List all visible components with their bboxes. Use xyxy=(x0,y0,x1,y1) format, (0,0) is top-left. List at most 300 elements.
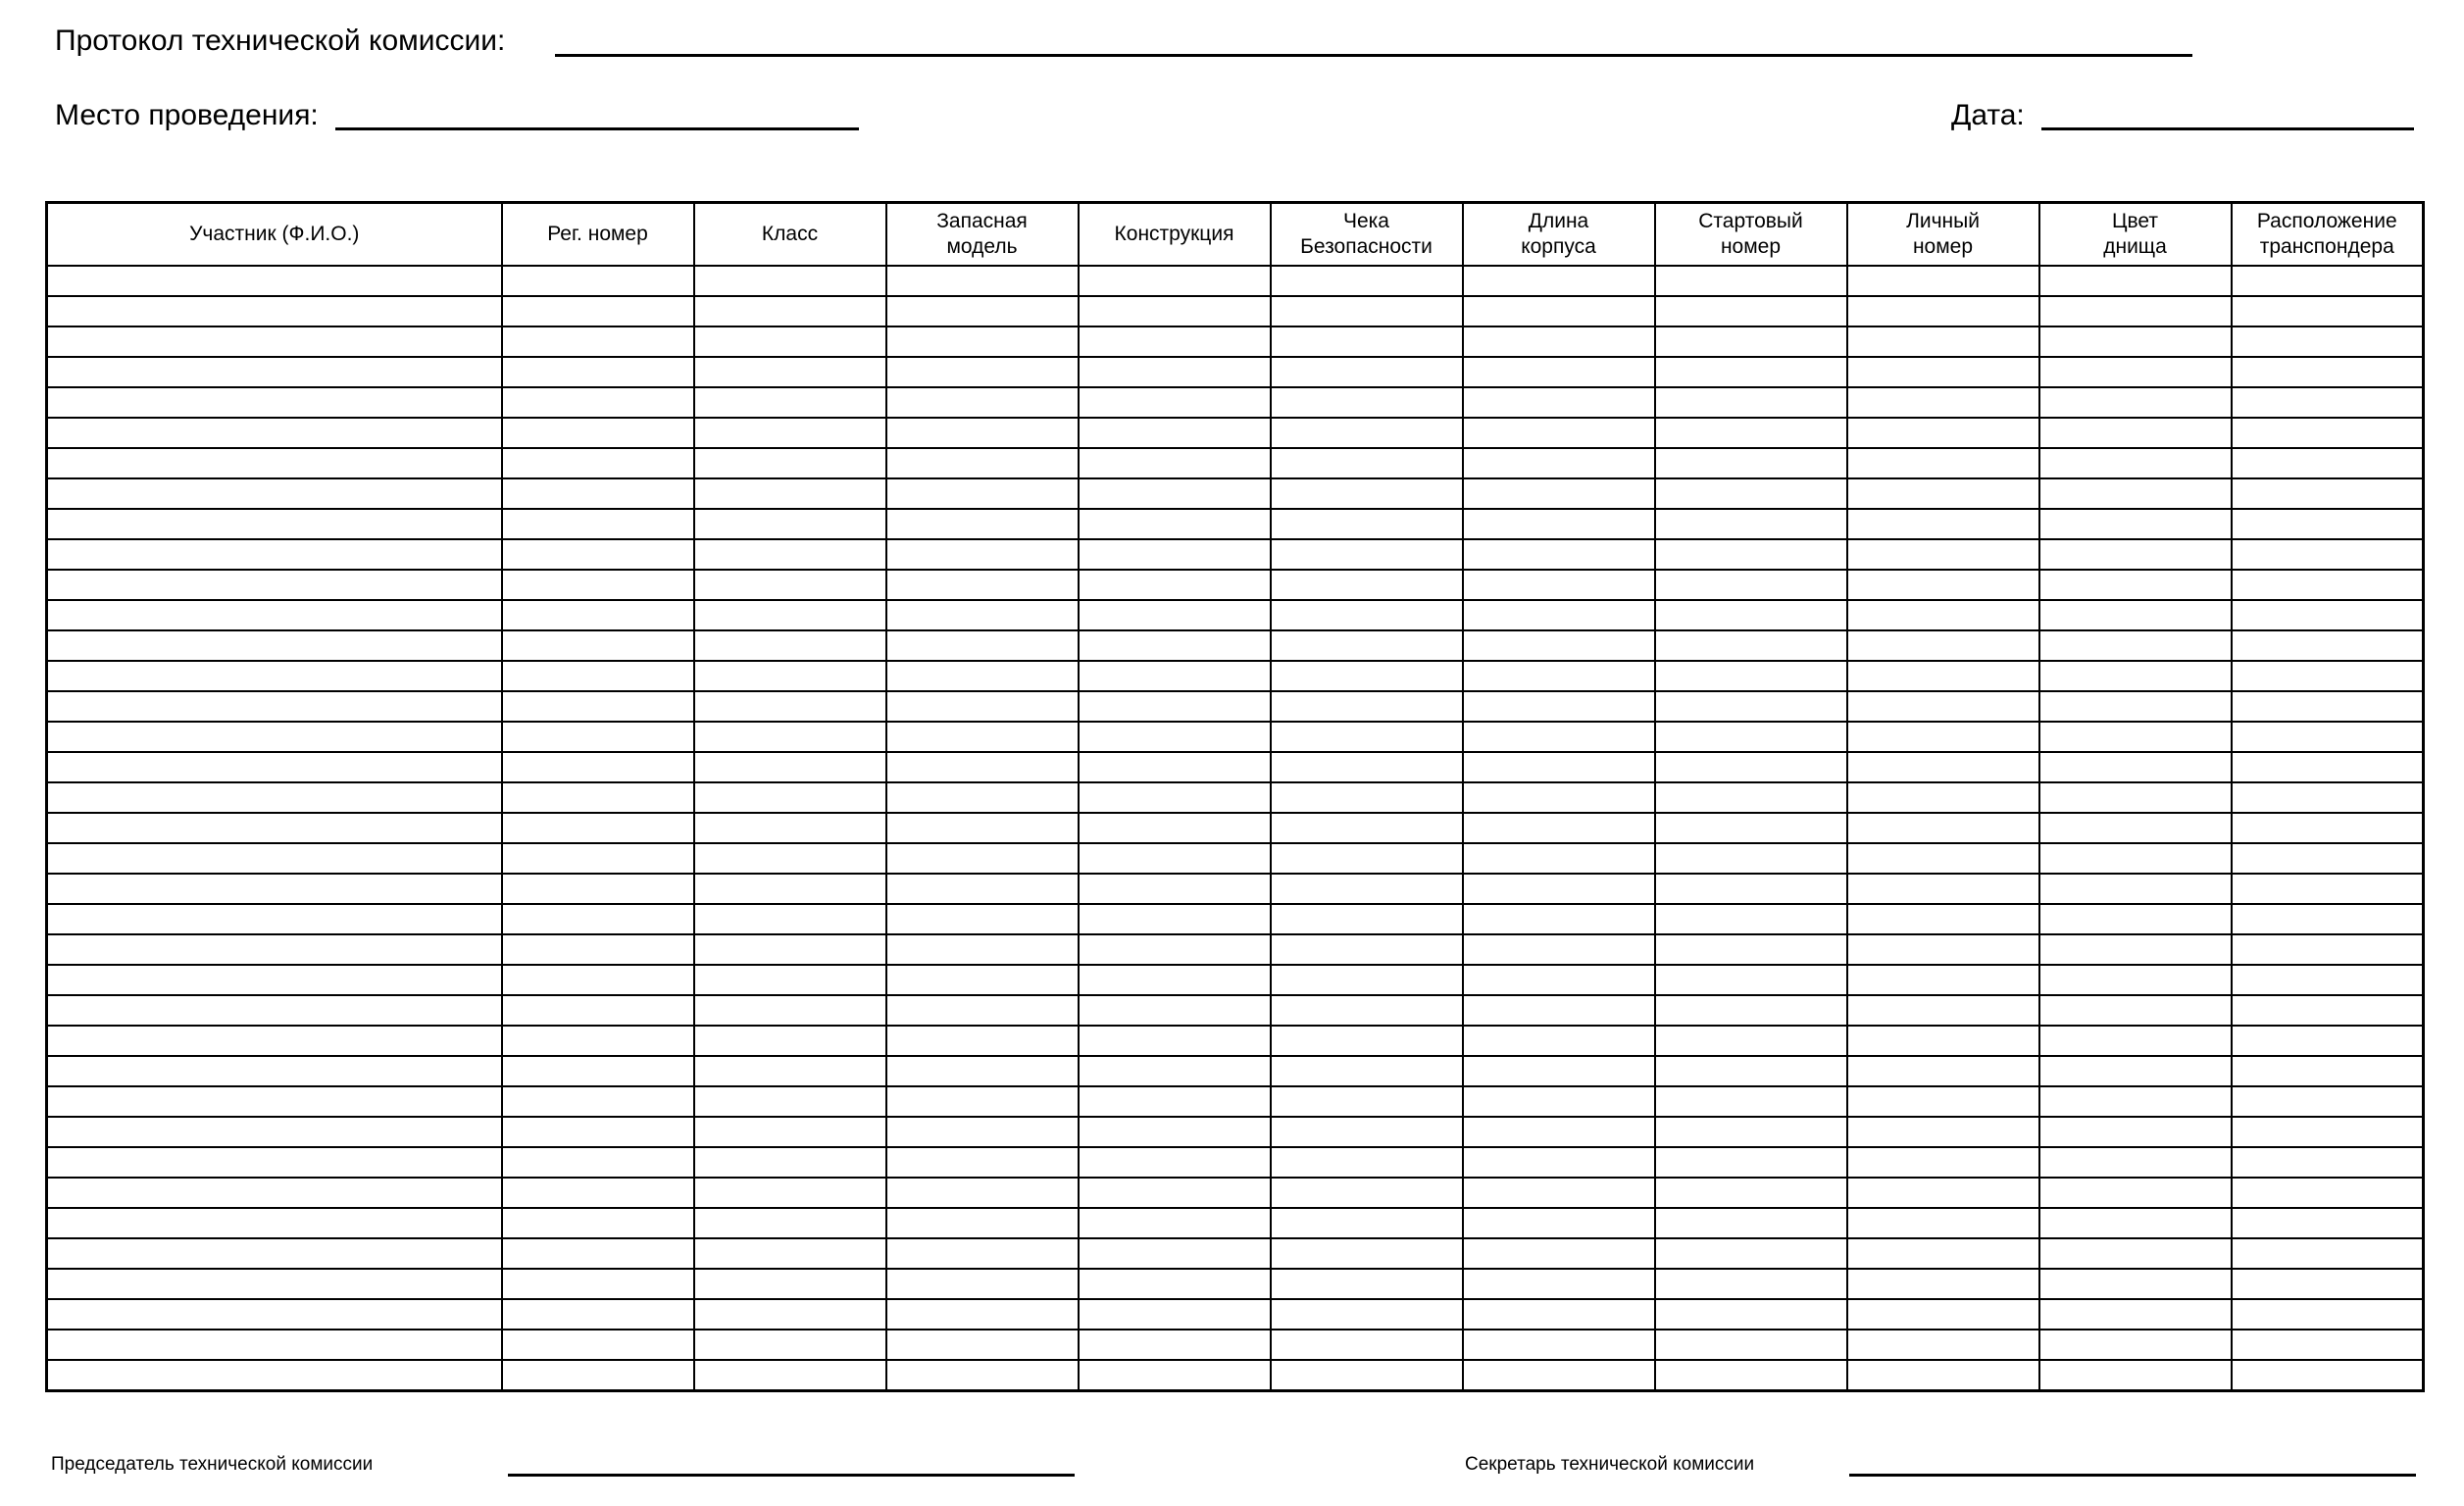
table-cell[interactable] xyxy=(502,266,694,296)
table-cell[interactable] xyxy=(1271,752,1463,782)
table-cell[interactable] xyxy=(694,995,886,1026)
table-cell[interactable] xyxy=(1271,539,1463,570)
table-cell[interactable] xyxy=(1847,995,2039,1026)
table-cell[interactable] xyxy=(1847,691,2039,722)
table-cell[interactable] xyxy=(502,661,694,691)
table-cell[interactable] xyxy=(694,1178,886,1208)
table-cell[interactable] xyxy=(502,995,694,1026)
table-cell[interactable] xyxy=(2232,691,2424,722)
table-cell[interactable] xyxy=(1079,1360,1271,1391)
table-cell[interactable] xyxy=(1079,509,1271,539)
table-cell[interactable] xyxy=(2039,1117,2232,1147)
table-cell[interactable] xyxy=(2039,1147,2232,1178)
table-cell[interactable] xyxy=(694,387,886,418)
table-cell[interactable] xyxy=(1271,1147,1463,1178)
table-cell[interactable] xyxy=(502,1147,694,1178)
table-cell[interactable] xyxy=(694,874,886,904)
table-cell[interactable] xyxy=(694,904,886,934)
table-cell[interactable] xyxy=(1079,326,1271,357)
table-cell[interactable] xyxy=(694,722,886,752)
table-cell[interactable] xyxy=(1847,843,2039,874)
table-cell[interactable] xyxy=(1655,418,1847,448)
table-cell[interactable] xyxy=(1271,1299,1463,1330)
table-cell[interactable] xyxy=(1847,326,2039,357)
table-cell[interactable] xyxy=(886,934,1079,965)
table-cell[interactable] xyxy=(1847,874,2039,904)
table-cell[interactable] xyxy=(2232,1330,2424,1360)
table-cell[interactable] xyxy=(1463,1147,1655,1178)
table-cell[interactable] xyxy=(1847,296,2039,326)
table-cell[interactable] xyxy=(1463,1056,1655,1086)
table-cell[interactable] xyxy=(502,965,694,995)
table-cell[interactable] xyxy=(47,357,502,387)
table-cell[interactable] xyxy=(886,1330,1079,1360)
table-cell[interactable] xyxy=(1271,1117,1463,1147)
table-cell[interactable] xyxy=(2039,478,2232,509)
table-cell[interactable] xyxy=(2232,478,2424,509)
table-cell[interactable] xyxy=(1271,1360,1463,1391)
table-cell[interactable] xyxy=(1463,1208,1655,1238)
table-cell[interactable] xyxy=(502,448,694,478)
table-cell[interactable] xyxy=(1847,1330,2039,1360)
table-cell[interactable] xyxy=(1463,539,1655,570)
table-cell[interactable] xyxy=(1271,1238,1463,1269)
table-cell[interactable] xyxy=(1271,813,1463,843)
table-cell[interactable] xyxy=(1847,752,2039,782)
table-cell[interactable] xyxy=(1847,1056,2039,1086)
table-cell[interactable] xyxy=(1463,418,1655,448)
table-cell[interactable] xyxy=(47,722,502,752)
table-cell[interactable] xyxy=(2232,661,2424,691)
table-cell[interactable] xyxy=(47,509,502,539)
table-cell[interactable] xyxy=(1463,326,1655,357)
table-cell[interactable] xyxy=(1655,1147,1847,1178)
table-cell[interactable] xyxy=(1847,1238,2039,1269)
table-cell[interactable] xyxy=(2039,874,2232,904)
table-cell[interactable] xyxy=(502,813,694,843)
table-cell[interactable] xyxy=(886,843,1079,874)
table-cell[interactable] xyxy=(502,691,694,722)
table-cell[interactable] xyxy=(694,1330,886,1360)
table-cell[interactable] xyxy=(2232,1026,2424,1056)
table-cell[interactable] xyxy=(1655,1238,1847,1269)
table-cell[interactable] xyxy=(1847,630,2039,661)
table-cell[interactable] xyxy=(2232,813,2424,843)
table-cell[interactable] xyxy=(1847,266,2039,296)
table-cell[interactable] xyxy=(1463,570,1655,600)
table-cell[interactable] xyxy=(47,1147,502,1178)
table-cell[interactable] xyxy=(1079,965,1271,995)
table-cell[interactable] xyxy=(1079,813,1271,843)
table-cell[interactable] xyxy=(502,570,694,600)
table-cell[interactable] xyxy=(1079,630,1271,661)
table-cell[interactable] xyxy=(2232,448,2424,478)
table-cell[interactable] xyxy=(1079,1269,1271,1299)
table-cell[interactable] xyxy=(886,874,1079,904)
table-cell[interactable] xyxy=(1271,1330,1463,1360)
table-cell[interactable] xyxy=(1847,904,2039,934)
table-cell[interactable] xyxy=(47,1299,502,1330)
table-cell[interactable] xyxy=(2039,1086,2232,1117)
table-cell[interactable] xyxy=(2039,904,2232,934)
table-cell[interactable] xyxy=(1655,1056,1847,1086)
table-cell[interactable] xyxy=(2232,1269,2424,1299)
table-cell[interactable] xyxy=(886,1026,1079,1056)
table-cell[interactable] xyxy=(1847,782,2039,813)
table-cell[interactable] xyxy=(694,934,886,965)
table-cell[interactable] xyxy=(694,1026,886,1056)
table-cell[interactable] xyxy=(2232,1117,2424,1147)
table-cell[interactable] xyxy=(886,478,1079,509)
table-cell[interactable] xyxy=(47,752,502,782)
table-cell[interactable] xyxy=(2232,995,2424,1026)
table-cell[interactable] xyxy=(1655,661,1847,691)
table-cell[interactable] xyxy=(1463,965,1655,995)
table-cell[interactable] xyxy=(1847,1360,2039,1391)
table-cell[interactable] xyxy=(1079,387,1271,418)
table-cell[interactable] xyxy=(886,1208,1079,1238)
table-cell[interactable] xyxy=(1463,630,1655,661)
table-cell[interactable] xyxy=(1655,630,1847,661)
table-cell[interactable] xyxy=(2039,600,2232,630)
table-cell[interactable] xyxy=(694,570,886,600)
table-cell[interactable] xyxy=(1463,904,1655,934)
table-cell[interactable] xyxy=(1271,1056,1463,1086)
table-cell[interactable] xyxy=(694,1086,886,1117)
table-cell[interactable] xyxy=(1655,1269,1847,1299)
table-cell[interactable] xyxy=(2039,1360,2232,1391)
table-cell[interactable] xyxy=(694,296,886,326)
table-cell[interactable] xyxy=(1271,326,1463,357)
table-cell[interactable] xyxy=(1079,1026,1271,1056)
table-cell[interactable] xyxy=(694,448,886,478)
table-cell[interactable] xyxy=(1655,448,1847,478)
table-cell[interactable] xyxy=(2232,934,2424,965)
table-cell[interactable] xyxy=(502,387,694,418)
table-cell[interactable] xyxy=(1655,934,1847,965)
table-cell[interactable] xyxy=(1079,782,1271,813)
table-cell[interactable] xyxy=(1079,934,1271,965)
table-cell[interactable] xyxy=(502,600,694,630)
table-cell[interactable] xyxy=(694,357,886,387)
table-cell[interactable] xyxy=(2232,296,2424,326)
date-fill-line[interactable] xyxy=(2041,127,2414,130)
table-cell[interactable] xyxy=(886,1086,1079,1117)
table-cell[interactable] xyxy=(886,448,1079,478)
table-cell[interactable] xyxy=(2232,1360,2424,1391)
table-cell[interactable] xyxy=(694,509,886,539)
table-cell[interactable] xyxy=(2232,1147,2424,1178)
table-cell[interactable] xyxy=(1847,1117,2039,1147)
table-cell[interactable] xyxy=(1655,296,1847,326)
table-cell[interactable] xyxy=(1463,509,1655,539)
table-cell[interactable] xyxy=(502,1178,694,1208)
table-cell[interactable] xyxy=(2039,782,2232,813)
table-cell[interactable] xyxy=(1079,570,1271,600)
table-cell[interactable] xyxy=(1079,1299,1271,1330)
table-cell[interactable] xyxy=(2039,266,2232,296)
table-cell[interactable] xyxy=(2039,326,2232,357)
table-cell[interactable] xyxy=(1079,874,1271,904)
table-cell[interactable] xyxy=(886,1238,1079,1269)
table-cell[interactable] xyxy=(502,1238,694,1269)
table-cell[interactable] xyxy=(47,448,502,478)
protocol-fill-line[interactable] xyxy=(555,54,2192,57)
table-cell[interactable] xyxy=(1655,904,1847,934)
table-cell[interactable] xyxy=(1463,266,1655,296)
table-cell[interactable] xyxy=(2232,1178,2424,1208)
table-cell[interactable] xyxy=(2232,539,2424,570)
table-cell[interactable] xyxy=(1463,357,1655,387)
table-cell[interactable] xyxy=(1271,478,1463,509)
table-cell[interactable] xyxy=(1271,904,1463,934)
table-cell[interactable] xyxy=(1079,691,1271,722)
table-cell[interactable] xyxy=(2232,1056,2424,1086)
table-cell[interactable] xyxy=(1463,661,1655,691)
table-cell[interactable] xyxy=(886,539,1079,570)
table-cell[interactable] xyxy=(1271,357,1463,387)
table-cell[interactable] xyxy=(47,874,502,904)
table-cell[interactable] xyxy=(1847,357,2039,387)
table-cell[interactable] xyxy=(1655,326,1847,357)
table-cell[interactable] xyxy=(886,1178,1079,1208)
table-cell[interactable] xyxy=(1655,965,1847,995)
table-cell[interactable] xyxy=(502,1330,694,1360)
table-cell[interactable] xyxy=(2232,357,2424,387)
table-cell[interactable] xyxy=(47,539,502,570)
table-cell[interactable] xyxy=(1079,1208,1271,1238)
table-cell[interactable] xyxy=(502,722,694,752)
table-cell[interactable] xyxy=(47,266,502,296)
table-cell[interactable] xyxy=(1271,418,1463,448)
table-cell[interactable] xyxy=(1463,1330,1655,1360)
table-cell[interactable] xyxy=(2039,418,2232,448)
table-cell[interactable] xyxy=(1271,1026,1463,1056)
table-cell[interactable] xyxy=(2232,570,2424,600)
table-cell[interactable] xyxy=(1463,1178,1655,1208)
table-cell[interactable] xyxy=(1271,1269,1463,1299)
secretary-signature-line[interactable] xyxy=(1849,1474,2416,1477)
table-cell[interactable] xyxy=(2232,326,2424,357)
table-cell[interactable] xyxy=(502,782,694,813)
table-cell[interactable] xyxy=(694,1299,886,1330)
table-cell[interactable] xyxy=(1079,539,1271,570)
table-cell[interactable] xyxy=(2039,448,2232,478)
table-cell[interactable] xyxy=(502,1208,694,1238)
table-cell[interactable] xyxy=(1847,448,2039,478)
table-cell[interactable] xyxy=(886,722,1079,752)
table-cell[interactable] xyxy=(1463,1299,1655,1330)
table-cell[interactable] xyxy=(2232,843,2424,874)
table-cell[interactable] xyxy=(1079,661,1271,691)
table-cell[interactable] xyxy=(1847,965,2039,995)
table-cell[interactable] xyxy=(886,1117,1079,1147)
table-cell[interactable] xyxy=(1847,722,2039,752)
table-cell[interactable] xyxy=(1271,691,1463,722)
table-cell[interactable] xyxy=(502,1086,694,1117)
table-cell[interactable] xyxy=(1463,813,1655,843)
table-cell[interactable] xyxy=(1655,478,1847,509)
table-cell[interactable] xyxy=(694,1056,886,1086)
table-cell[interactable] xyxy=(1655,1178,1847,1208)
table-cell[interactable] xyxy=(886,1269,1079,1299)
table-cell[interactable] xyxy=(1271,600,1463,630)
table-cell[interactable] xyxy=(2232,722,2424,752)
table-cell[interactable] xyxy=(886,266,1079,296)
table-cell[interactable] xyxy=(502,843,694,874)
table-cell[interactable] xyxy=(2232,387,2424,418)
table-cell[interactable] xyxy=(1079,1117,1271,1147)
table-cell[interactable] xyxy=(1463,1026,1655,1056)
table-cell[interactable] xyxy=(1079,296,1271,326)
table-cell[interactable] xyxy=(1655,387,1847,418)
table-cell[interactable] xyxy=(47,387,502,418)
table-cell[interactable] xyxy=(2039,1056,2232,1086)
table-cell[interactable] xyxy=(502,874,694,904)
table-cell[interactable] xyxy=(1655,600,1847,630)
table-cell[interactable] xyxy=(886,1299,1079,1330)
table-cell[interactable] xyxy=(1655,357,1847,387)
table-cell[interactable] xyxy=(886,752,1079,782)
table-cell[interactable] xyxy=(1847,1299,2039,1330)
table-cell[interactable] xyxy=(1271,387,1463,418)
table-cell[interactable] xyxy=(1655,782,1847,813)
table-cell[interactable] xyxy=(694,691,886,722)
table-cell[interactable] xyxy=(1271,965,1463,995)
table-cell[interactable] xyxy=(1271,995,1463,1026)
table-cell[interactable] xyxy=(1463,691,1655,722)
table-cell[interactable] xyxy=(1847,387,2039,418)
table-cell[interactable] xyxy=(47,1269,502,1299)
table-cell[interactable] xyxy=(2232,904,2424,934)
table-cell[interactable] xyxy=(47,782,502,813)
table-cell[interactable] xyxy=(1271,630,1463,661)
table-cell[interactable] xyxy=(1463,478,1655,509)
table-cell[interactable] xyxy=(47,478,502,509)
table-cell[interactable] xyxy=(2232,1238,2424,1269)
table-cell[interactable] xyxy=(1079,752,1271,782)
table-cell[interactable] xyxy=(1847,813,2039,843)
table-cell[interactable] xyxy=(694,752,886,782)
table-cell[interactable] xyxy=(1655,1117,1847,1147)
table-cell[interactable] xyxy=(2039,1269,2232,1299)
chairman-signature-line[interactable] xyxy=(508,1474,1075,1477)
table-cell[interactable] xyxy=(502,478,694,509)
table-cell[interactable] xyxy=(1463,387,1655,418)
table-cell[interactable] xyxy=(502,418,694,448)
table-cell[interactable] xyxy=(2039,661,2232,691)
table-cell[interactable] xyxy=(502,1026,694,1056)
table-cell[interactable] xyxy=(1079,1056,1271,1086)
table-cell[interactable] xyxy=(886,1360,1079,1391)
table-cell[interactable] xyxy=(1655,539,1847,570)
table-cell[interactable] xyxy=(1463,722,1655,752)
table-cell[interactable] xyxy=(1655,1330,1847,1360)
table-cell[interactable] xyxy=(1655,752,1847,782)
table-cell[interactable] xyxy=(694,1360,886,1391)
table-cell[interactable] xyxy=(886,570,1079,600)
table-cell[interactable] xyxy=(886,630,1079,661)
table-cell[interactable] xyxy=(694,539,886,570)
table-cell[interactable] xyxy=(1079,1330,1271,1360)
table-cell[interactable] xyxy=(47,1238,502,1269)
table-cell[interactable] xyxy=(47,843,502,874)
table-cell[interactable] xyxy=(502,630,694,661)
table-cell[interactable] xyxy=(2039,1026,2232,1056)
table-cell[interactable] xyxy=(1463,995,1655,1026)
table-cell[interactable] xyxy=(2232,630,2424,661)
table-cell[interactable] xyxy=(886,418,1079,448)
table-cell[interactable] xyxy=(1463,752,1655,782)
table-cell[interactable] xyxy=(2039,722,2232,752)
table-cell[interactable] xyxy=(502,296,694,326)
table-cell[interactable] xyxy=(1079,722,1271,752)
table-cell[interactable] xyxy=(1655,722,1847,752)
table-cell[interactable] xyxy=(1079,478,1271,509)
table-cell[interactable] xyxy=(694,1147,886,1178)
table-cell[interactable] xyxy=(2039,813,2232,843)
table-cell[interactable] xyxy=(1271,874,1463,904)
table-cell[interactable] xyxy=(1463,1238,1655,1269)
table-cell[interactable] xyxy=(1463,1117,1655,1147)
table-cell[interactable] xyxy=(47,1330,502,1360)
table-cell[interactable] xyxy=(2039,1178,2232,1208)
table-cell[interactable] xyxy=(2232,752,2424,782)
table-cell[interactable] xyxy=(1655,813,1847,843)
table-cell[interactable] xyxy=(2039,1208,2232,1238)
table-cell[interactable] xyxy=(502,904,694,934)
table-cell[interactable] xyxy=(2039,1330,2232,1360)
table-cell[interactable] xyxy=(1271,782,1463,813)
table-cell[interactable] xyxy=(1655,843,1847,874)
table-cell[interactable] xyxy=(1847,570,2039,600)
table-cell[interactable] xyxy=(2039,965,2232,995)
table-cell[interactable] xyxy=(47,661,502,691)
table-cell[interactable] xyxy=(2039,691,2232,722)
table-cell[interactable] xyxy=(1655,995,1847,1026)
table-cell[interactable] xyxy=(886,600,1079,630)
table-cell[interactable] xyxy=(1271,843,1463,874)
table-cell[interactable] xyxy=(2232,418,2424,448)
table-cell[interactable] xyxy=(47,630,502,661)
table-cell[interactable] xyxy=(2232,509,2424,539)
table-cell[interactable] xyxy=(1271,266,1463,296)
table-cell[interactable] xyxy=(694,813,886,843)
table-cell[interactable] xyxy=(47,600,502,630)
table-cell[interactable] xyxy=(886,691,1079,722)
table-cell[interactable] xyxy=(2232,965,2424,995)
table-cell[interactable] xyxy=(2232,1299,2424,1330)
table-cell[interactable] xyxy=(2039,357,2232,387)
table-cell[interactable] xyxy=(886,661,1079,691)
table-cell[interactable] xyxy=(1847,1178,2039,1208)
table-cell[interactable] xyxy=(1463,843,1655,874)
table-cell[interactable] xyxy=(694,843,886,874)
table-cell[interactable] xyxy=(694,266,886,296)
table-cell[interactable] xyxy=(1655,1208,1847,1238)
table-cell[interactable] xyxy=(502,509,694,539)
table-cell[interactable] xyxy=(1079,843,1271,874)
table-cell[interactable] xyxy=(1271,1208,1463,1238)
table-cell[interactable] xyxy=(1079,448,1271,478)
table-cell[interactable] xyxy=(1655,1086,1847,1117)
table-cell[interactable] xyxy=(1271,661,1463,691)
table-cell[interactable] xyxy=(502,934,694,965)
table-cell[interactable] xyxy=(1463,782,1655,813)
table-cell[interactable] xyxy=(1463,448,1655,478)
table-cell[interactable] xyxy=(1079,1238,1271,1269)
table-cell[interactable] xyxy=(694,600,886,630)
